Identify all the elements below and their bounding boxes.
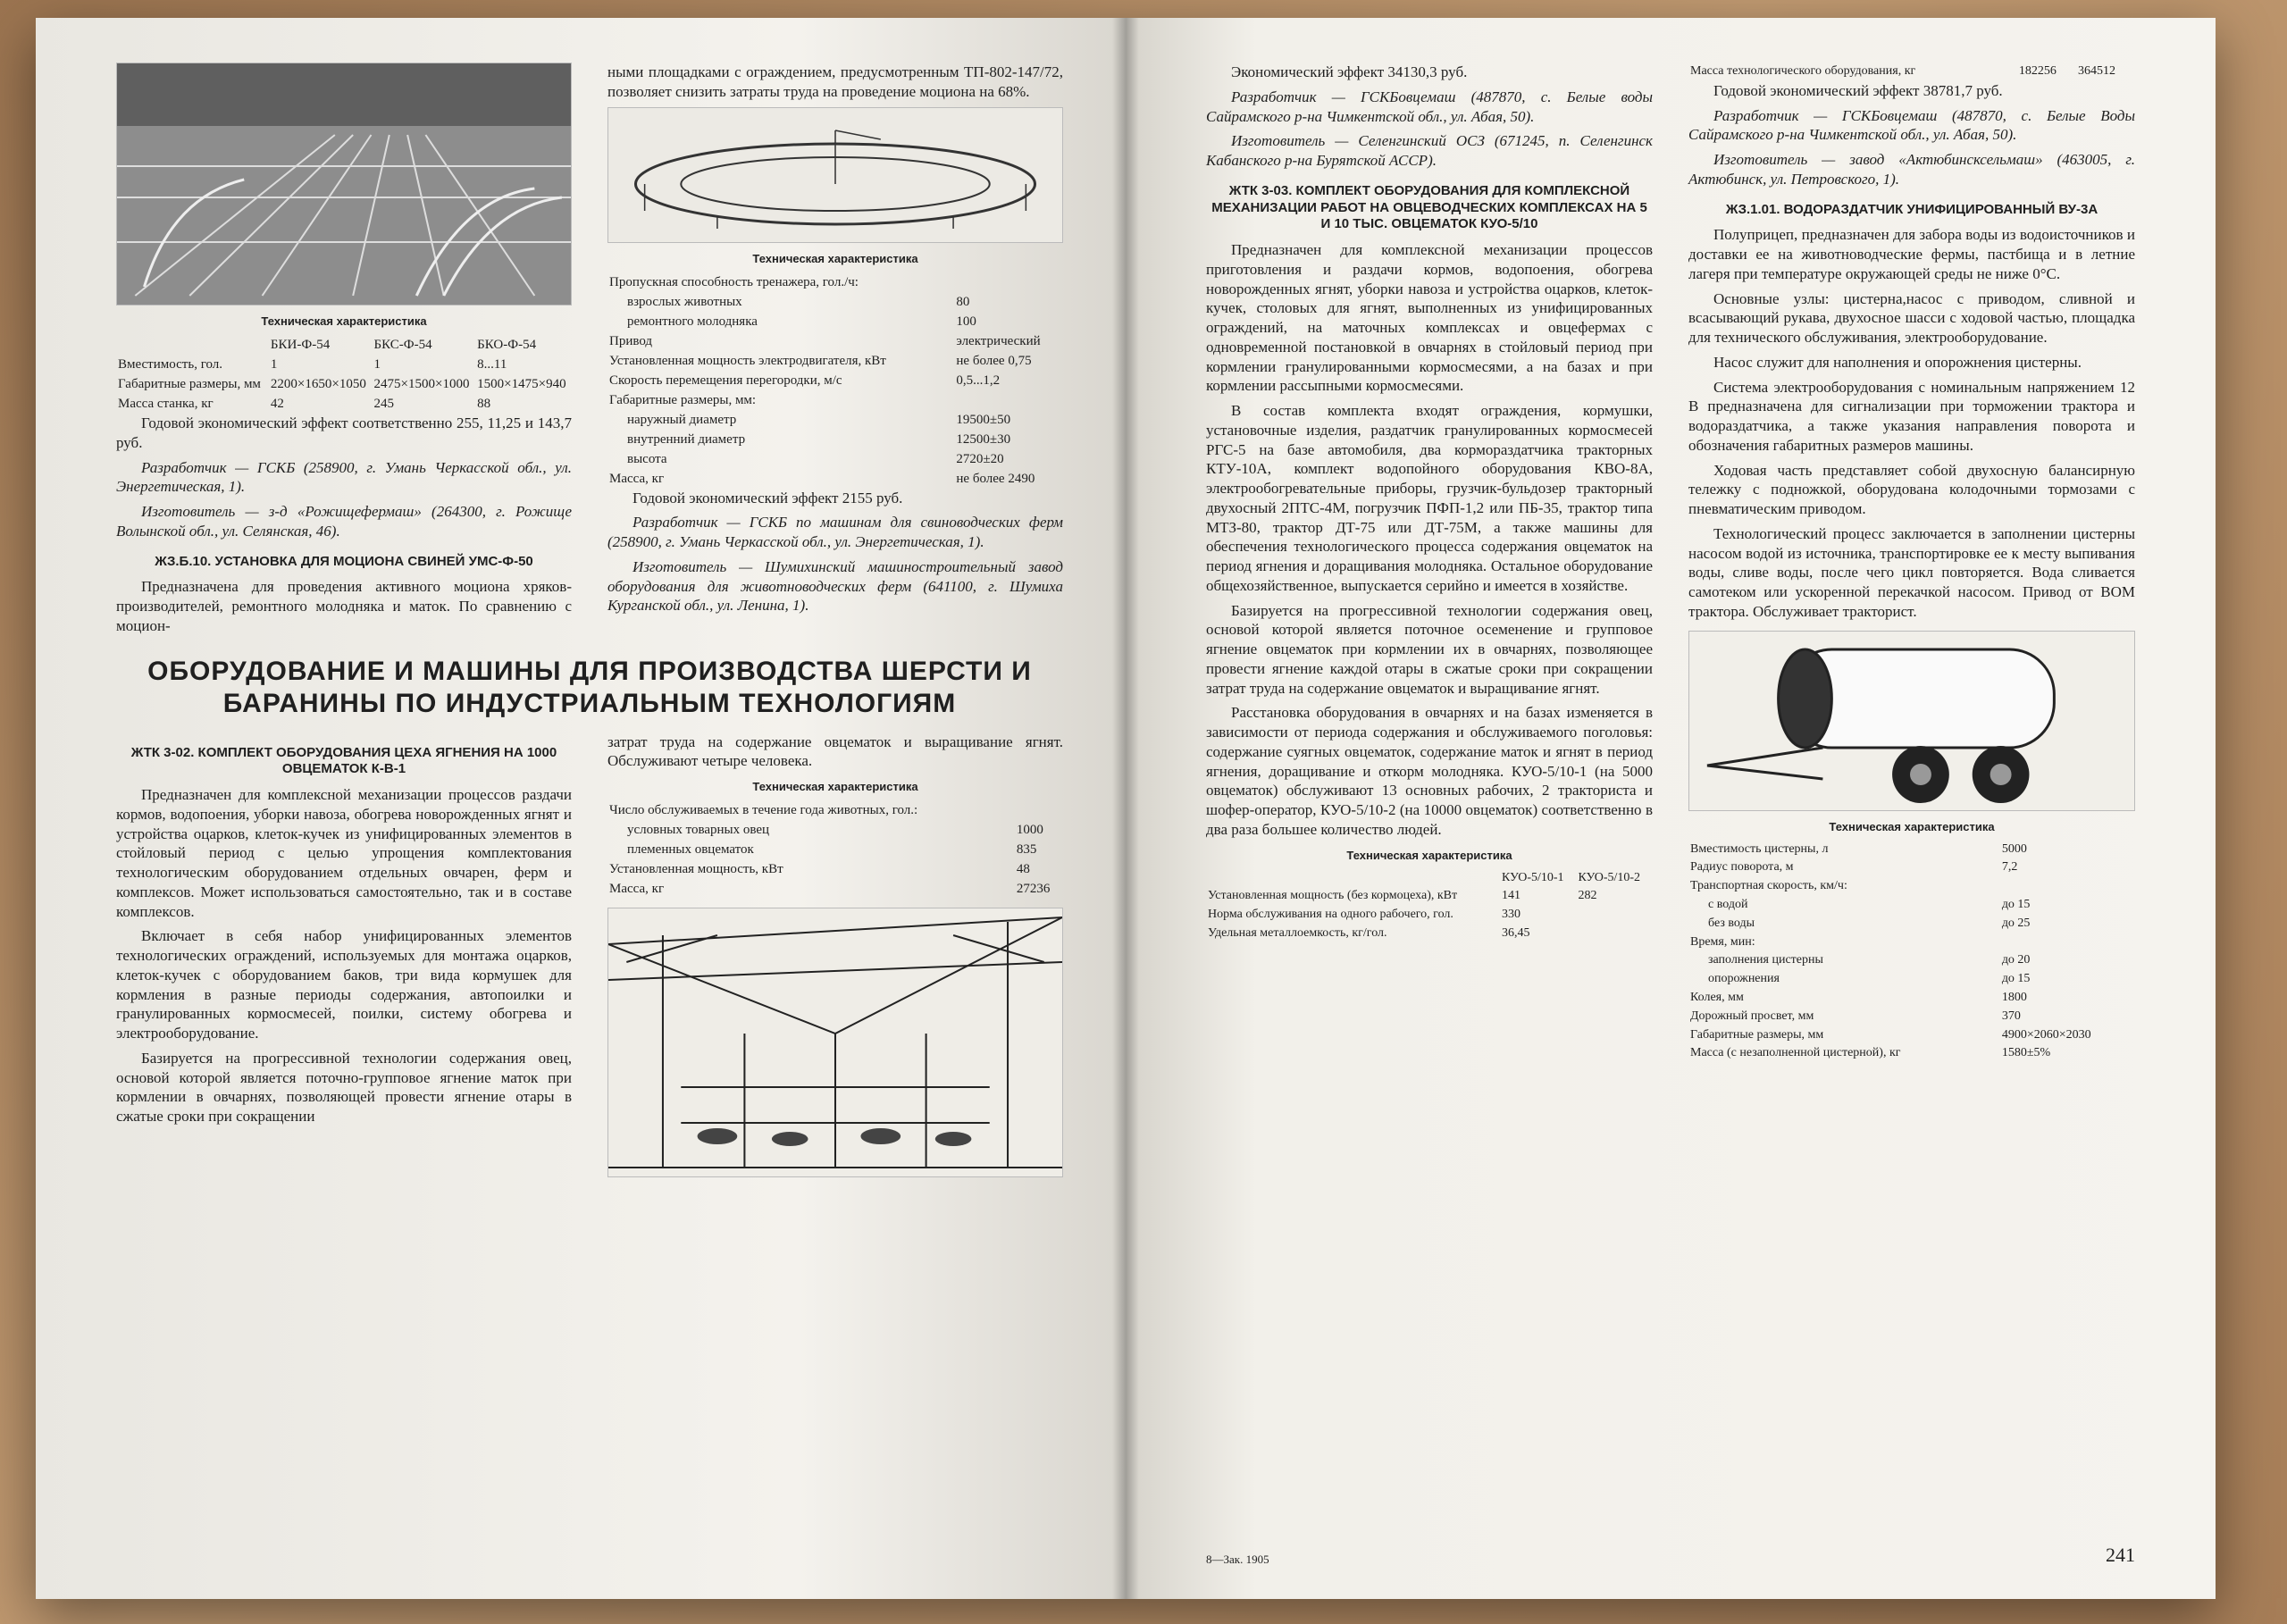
spec-value: 5000: [2001, 841, 2027, 856]
spec-row: [607, 272, 1063, 292]
spec-value: [954, 390, 1063, 410]
spec-title: Техническая характеристика: [261, 314, 427, 328]
spec-value: 12500±30: [956, 431, 1011, 447]
spec-label: Установленная мощность электродвигателя, кВт: [609, 353, 886, 368]
spec-row: [1206, 887, 1653, 906]
spec-value: не более 0,75: [956, 353, 1032, 368]
paragraph: Полуприцеп, предназначен для забора воды из водоисточников и доставки ее на животноводческие фермы, пастбища и в летние лагеря при температуре окружающей среды не ниже 0°С.: [1688, 226, 2135, 282]
spec-label: Скорость перемещения перегородки, м/с: [609, 373, 842, 388]
spec-label: Масса, кг: [609, 471, 665, 486]
spec-label: Колея, мм: [1690, 990, 1744, 1004]
paragraph-developer: Разработчик — ГСКБовцемаш (487870, с. Белые воды Сайрамского р-на Чимкентской обл., ул. Абая, 50).: [1206, 88, 1653, 125]
spec-row: [116, 394, 572, 414]
spec-row: [1688, 841, 2135, 859]
left-column-1: [116, 63, 572, 641]
exercise-ring-drawing: [607, 107, 1063, 243]
spec-row: [607, 469, 1063, 489]
spec-label: Норма обслуживания на одного рабочего, гол.: [1208, 908, 1453, 922]
spec-row: [1688, 989, 2135, 1008]
spec-value: 36,45: [1501, 925, 1530, 940]
spec-value: 2475×1500×1000: [373, 377, 470, 391]
spec-value: 364512: [2077, 64, 2115, 78]
spec-label: Транспортная скорость, км/ч:: [1690, 879, 1847, 893]
paragraph: Насос служит для наполнения и опорожнения цистерны.: [1713, 353, 2082, 371]
spec-row: [607, 820, 1063, 840]
spec-value: 1: [270, 357, 278, 372]
spec-table-vu-3a: [1688, 841, 2135, 1064]
spec-row: [1688, 896, 2135, 915]
spec-value: 2720±20: [956, 451, 1004, 466]
paragraph-manufacturer: Изготовитель — Селенгинский ОСЗ (671245, п. Селенгинск Кабанского р-на Бурятской АССР).: [1206, 132, 1653, 169]
spec-value: 330: [1501, 908, 1520, 922]
spec-label: Удельная металлоемкость, кг/гол.: [1208, 925, 1387, 940]
paragraph: ными площадками с ограждением, предусмотренным ТП-802-147/72, позволяет снизить затраты труда на проведение моциона на 68%.: [607, 63, 1063, 100]
spec-value: 1500×1475×940: [477, 377, 566, 391]
paragraph-manufacturer: Изготовитель — з-д «Рожищефермаш» (264300, г. Рожище Волынской обл., ул. Селянская, 46).: [116, 503, 572, 540]
spec-label: Число обслуживаемых в течение года животных, гол.:: [609, 803, 918, 817]
spec-label: заполнения цистерны: [1708, 953, 1823, 967]
spec-label: Габаритные размеры, мм: [1690, 1027, 1824, 1042]
spec-row: [1688, 877, 2135, 896]
spec-value: 100: [956, 314, 976, 329]
left-page: [36, 18, 1126, 1599]
paragraph: Предназначен для комплексной механизации процессов раздачи кормов, водопоения, уборки навоза, обогрева новорожденных ягнят и устройства оцарков, клеток-кучек из унифицированных элементов в стойловый период с целью упрощения комплектования технологическим оборудованием отдельных овчарен, ферм и комплексов. Может использоваться самостоятельно, так и в составе комплексов.: [116, 786, 572, 920]
spec-label: Масса технологического оборудования, кг: [1690, 64, 1916, 78]
spec-label: Установленная мощность, кВт: [609, 862, 783, 876]
spec-value: 141: [1501, 889, 1520, 903]
paragraph: затрат труда на содержание овцематок и выращивание ягнят. Обслуживают четыре человека.: [607, 732, 1063, 770]
spec-label: Габаритные размеры, мм: [118, 377, 261, 391]
spec-title: Техническая характеристика: [1829, 819, 1995, 833]
spec-title: Техническая характеристика: [1346, 848, 1512, 862]
spec-title: Техническая характеристика: [752, 780, 918, 793]
spec-value: 1580±5%: [2001, 1046, 2051, 1060]
spec-label: опорожнения: [1708, 972, 1780, 986]
spec-value: [2000, 877, 2135, 896]
left-column-2: [607, 63, 1063, 641]
spec-row: [607, 879, 1063, 899]
spec-value: [2000, 933, 2135, 952]
spec-value: 1800: [2001, 990, 2027, 1004]
print-order-note: 8—Зак. 1905: [1206, 1553, 1269, 1566]
spec-row: [607, 800, 1063, 820]
book-gutter: [1112, 18, 1139, 1599]
spec-row: [607, 430, 1063, 449]
spec-value: 1000: [1016, 823, 1043, 837]
spec-value: 88: [477, 397, 491, 411]
paragraph-developer: Разработчик — ГСКБ по машинам для свиноводческих ферм (258900, г. Умань Черкасской обл., ул. Энергетическая, 1).: [607, 514, 1063, 550]
spec-value: 245: [373, 397, 395, 411]
spec-row: [1688, 63, 2135, 81]
spec-header-row: [116, 335, 572, 355]
spec-label: внутренний диаметр: [627, 431, 746, 447]
spec-value: 19500±50: [956, 412, 1011, 427]
paragraph: Базируется на прогрессивной технологии содержания овец, основой которой является поточно-групповое ягнение маток при кормлении в овчарнях, позволяющей провести ягнение отары в сжатые сроки при сокращении: [116, 1049, 572, 1125]
spec-row: [607, 859, 1063, 879]
spec-value: 4900×2060×2030: [2001, 1027, 2091, 1042]
spec-value: 282: [1578, 889, 1597, 903]
page-number: 241: [2106, 1544, 2135, 1566]
spec-value: 27236: [1016, 882, 1051, 896]
spec-label: племенных овцематок: [627, 842, 754, 857]
sheep-barn-drawing: [607, 908, 1063, 1177]
spec-table-stalls: [116, 335, 572, 414]
spec-label: Масса (с незаполненной цистерной), кг: [1690, 1046, 1901, 1060]
paragraph: Ходовая часть представляет собой двухосную балансирную тележку с подножкой, оборудована колодочными тормозами с пневматическим приводом.: [1688, 461, 2135, 518]
spec-value: [1576, 906, 1653, 925]
spec-label: Габаритные размеры, мм:: [609, 392, 757, 407]
paragraph-manufacturer: Изготовитель — Шумихинский машиностроительный завод оборудования для животноводческих ферм (641100, г. Шумиха Курганской обл., ул. Ленина, 1).: [607, 557, 1063, 615]
spec-header: КУО-5/10-1: [1501, 870, 1564, 884]
spec-label: Масса, кг: [609, 882, 665, 896]
paragraph: Экономический эффект 34130,3 руб.: [1231, 63, 1468, 80]
spec-value: 8...11: [477, 357, 507, 372]
paragraph: Годовой экономический эффект соответственно 255, 11,25 и 143,7 руб.: [116, 414, 572, 451]
spec-row: [116, 374, 572, 394]
spec-row: [1688, 858, 2135, 877]
spec-row: [1688, 1008, 2135, 1026]
spec-header: БКО-Ф-54: [477, 338, 537, 352]
spec-value: до 20: [2001, 953, 2031, 967]
left-column-2-lower: [607, 732, 1063, 1178]
spec-value: [1015, 800, 1063, 820]
spec-label: Вместимость цистерны, л: [1690, 841, 1829, 856]
pig-stall-photo: [116, 63, 572, 306]
section-title: ЖЗ.1.01. ВОДОРАЗДАТЧИК УНИФИЦИРОВАННЫЙ ВУ-3А: [1725, 201, 2099, 217]
spec-table-mass: [1688, 63, 2135, 81]
spec-row: [1688, 1026, 2135, 1045]
spec-label: ремонтного молодняка: [627, 314, 758, 329]
spec-value: [954, 272, 1063, 292]
spec-row: [607, 371, 1063, 390]
paragraph-developer: Разработчик — ГСКБ (258900, г. Умань Черкасской обл., ул. Энергетическая, 1).: [116, 458, 572, 496]
spec-label: условных товарных овец: [627, 823, 770, 837]
spec-header: БКИ-Ф-54: [270, 338, 331, 352]
spec-value: 370: [2001, 1009, 2021, 1023]
spec-row: [607, 449, 1063, 469]
paragraph: Базируется на прогрессивной технологии содержания овец, основой которой является поточное осеменение и групповое ягнение овцематок при кормлении их в овчарнях, позволяющее провести ягнение каждой отары в сжатые сроки при сокращении затрат труда на содержание овцематок и выращивание ягнят.: [1206, 601, 1653, 697]
spec-label: Вместимость, гол.: [118, 357, 223, 372]
paragraph: Основные узлы: цистерна,насос с приводом, сливной и всасывающий рукава, двухосное шасси с ходовой частью, площадка для технического обслуживания, электрооборудование.: [1688, 289, 2135, 347]
paragraph: В состав комплекта входят ограждения, кормушки, установочные изделия, раздатчик гранулированных кормосмесей РГС-5 на базе автомобиля, два кормораздатчика тракторных КТУ-10А, комплект водопойного оборудования КВО-8А, электрообогревательные приборы, грузчик-бульдозер тракторный двухосный 2ПТС-4М, погрузчик ПФП-1,2 или ПБ-35, трактор типа МТЗ-80, трактор ДТ-75 или ДТ-75М, а также машины для обеспечения технологического процесса содержания овцематок на период ягнения и доращивания молодняка. Остальное оборудование общехозяйственное, выпускается серийно и имеется в хозяйстве.: [1206, 402, 1653, 594]
spec-row: [607, 292, 1063, 312]
spec-value: до 25: [2001, 916, 2031, 930]
spec-table-kuo: [1206, 869, 1653, 943]
spec-row: [607, 312, 1063, 331]
spec-value: 7,2: [2001, 860, 2018, 875]
spec-label: Радиус поворота, м: [1690, 860, 1794, 875]
paragraph: Включает в себя набор унифицированных элементов технологических ограждений, используемых для монтажа оцарков, клеток-кучек с оборудованием баков, три вида кормушек для кормления в разные периоды содержания, автопоилки и гранулированных кормосмесей, поилки, систему обогрева и электрооборудование.: [116, 927, 572, 1042]
spec-row: [1688, 1044, 2135, 1063]
spec-row: [1206, 925, 1653, 943]
section-title: ЖЗ.Б.10. УСТАНОВКА ДЛЯ МОЦИОНА СВИНЕЙ УМС-Ф-50: [155, 553, 533, 569]
spec-label: без воды: [1708, 916, 1755, 930]
spec-label: Время, мин:: [1690, 934, 1755, 949]
spec-value: не более 2490: [956, 471, 1035, 486]
paragraph: Технологический процесс заключается в заполнении цистерны насосом водой из источника, транспортировке ее к месту выпивания воды, сливе воды, после чего цикл повторяется. Вода сливается самотеком или ускоренной перекачкой насосом. Привод от ВОМ трактора. Обслуживает тракторист.: [1688, 524, 2135, 620]
spec-row: [607, 331, 1063, 351]
spec-row: [1688, 951, 2135, 970]
spec-label: наружный диаметр: [627, 412, 737, 427]
left-column-1-lower: [116, 732, 572, 1178]
spec-label: Привод: [609, 333, 653, 348]
spec-value: 1: [373, 357, 381, 372]
spec-header-row: [1206, 869, 1653, 888]
spec-value: 0,5...1,2: [956, 373, 1001, 388]
paragraph-developer: Разработчик — ГСКБовцемаш (487870, с. Белые Воды Сайрамского р-на Чимкентской обл., ул. Абая, 50).: [1688, 106, 2135, 144]
spec-header: КУО-5/10-2: [1578, 870, 1641, 884]
spec-value: до 15: [2001, 972, 2031, 986]
spec-value: 2200×1650×1050: [270, 377, 366, 391]
right-column-2: [1688, 63, 2135, 1063]
paragraph: Предназначена для проведения активного моциона хряков-производителей, ремонтного молодняка и маток. По сравнению с моцион-: [116, 578, 572, 634]
spec-value: 48: [1016, 862, 1030, 876]
spec-value: 80: [956, 294, 970, 309]
spec-label: Пропускная способность тренажера, гол./ч:: [609, 274, 859, 289]
spec-row: [607, 390, 1063, 410]
section-title: ЖТК 3-03. КОМПЛЕКТ ОБОРУДОВАНИЯ ДЛЯ КОМПЛЕКСНОЙ МЕХАНИЗАЦИИ РАБОТ НА ОВЦЕВОДЧЕСКИХ КОМПЛЕКСАХ НА 5 И 10 ТЫС. ОВЦЕМАТОК КУО-5/10: [1211, 182, 1647, 232]
spec-row: [607, 410, 1063, 430]
spec-row: [607, 351, 1063, 371]
spec-label: Установленная мощность (без кормоцеха), кВт: [1208, 889, 1458, 903]
spec-value: [1576, 925, 1653, 943]
spec-value: 835: [1016, 842, 1037, 857]
spec-label: Масса станка, кг: [118, 397, 214, 411]
spec-value: 42: [270, 397, 284, 411]
spec-row: [607, 840, 1063, 859]
spec-label: высота: [627, 451, 667, 466]
spec-label: взрослых животных: [627, 294, 742, 309]
spec-row: [1688, 933, 2135, 952]
chapter-heading: ОБОРУДОВАНИЕ И МАШИНЫ ДЛЯ ПРОИЗВОДСТВА ШЕРСТИ И БАРАНИНЫ ПО ИНДУСТРИАЛЬНЫМ ТЕХНОЛОГИЯМ: [147, 656, 1032, 718]
spec-row: [1206, 906, 1653, 925]
spec-table-k-v-1: [607, 800, 1063, 899]
spec-row: [116, 355, 572, 374]
right-column-1: [1206, 63, 1653, 1063]
spec-table-exercise: [607, 272, 1063, 489]
spec-row: [1688, 970, 2135, 989]
spec-label: Дорожный просвет, мм: [1690, 1009, 1814, 1023]
spec-title: Техническая характеристика: [752, 251, 918, 265]
water-tank-trailer-drawing: [1688, 631, 2135, 811]
spec-value: до 15: [2001, 897, 2031, 911]
right-page: [1126, 18, 2216, 1599]
paragraph: Годовой экономический эффект 38781,7 руб.: [1713, 81, 2003, 99]
paragraph-manufacturer: Изготовитель — завод «Актюбинсксельмаш» (463005, г. Актюбинск, ул. Петровского, 1).: [1688, 151, 2135, 188]
spec-row: [1688, 915, 2135, 933]
spec-value: 182256: [2018, 64, 2057, 78]
paragraph: Система электрооборудования с номинальным напряжением 12 В предназначена для сигнализации при торможении трактора и водораздатчика, а также указания направления поворота и обозначения габаритных размеров машины.: [1688, 378, 2135, 454]
paragraph: Предназначен для комплексной механизации процессов приготовления и раздачи кормов, водопоения, обогрева новорожденных ягнят, уборки навоза и устройства оцарков, клеток-кучек, столовых для ягнят, выполненных из унифицированных ограждений, на маточных комплексах и овцефермах с одновременной постановкой в овчарнях в стойловый период при кормлении гранулированными кормосмесями, а на базах и при кормлении рассыпными кормосмесями.: [1206, 241, 1653, 395]
spec-value: электрический: [956, 333, 1041, 348]
paragraph: Годовой экономический эффект 2155 руб.: [632, 489, 903, 506]
spec-label: с водой: [1708, 897, 1748, 911]
spec-header: БКС-Ф-54: [373, 338, 432, 352]
paragraph: Расстановка оборудования в овчарнях и на базах изменяется в зависимости от периода содержания и обслуживаемого поголовья: содержание суягных овцематок, содержание маток и ягнят в период ягнения, доращивание и откорм молодняка. КУО-5/10-1 (на 5000 овцематок) обслуживают 13 основных рабочих, 2 тракториста и шофер-оператор, КУО-5/10-2 (на 10000 овцематок) соответственно в два раза большее количество людей.: [1206, 704, 1653, 838]
book-spread: [36, 18, 2216, 1599]
section-title: ЖТК 3-02. КОМПЛЕКТ ОБОРУДОВАНИЯ ЦЕХА ЯГНЕНИЯ НА 1000 ОВЦЕМАТОК К-В-1: [130, 744, 557, 777]
